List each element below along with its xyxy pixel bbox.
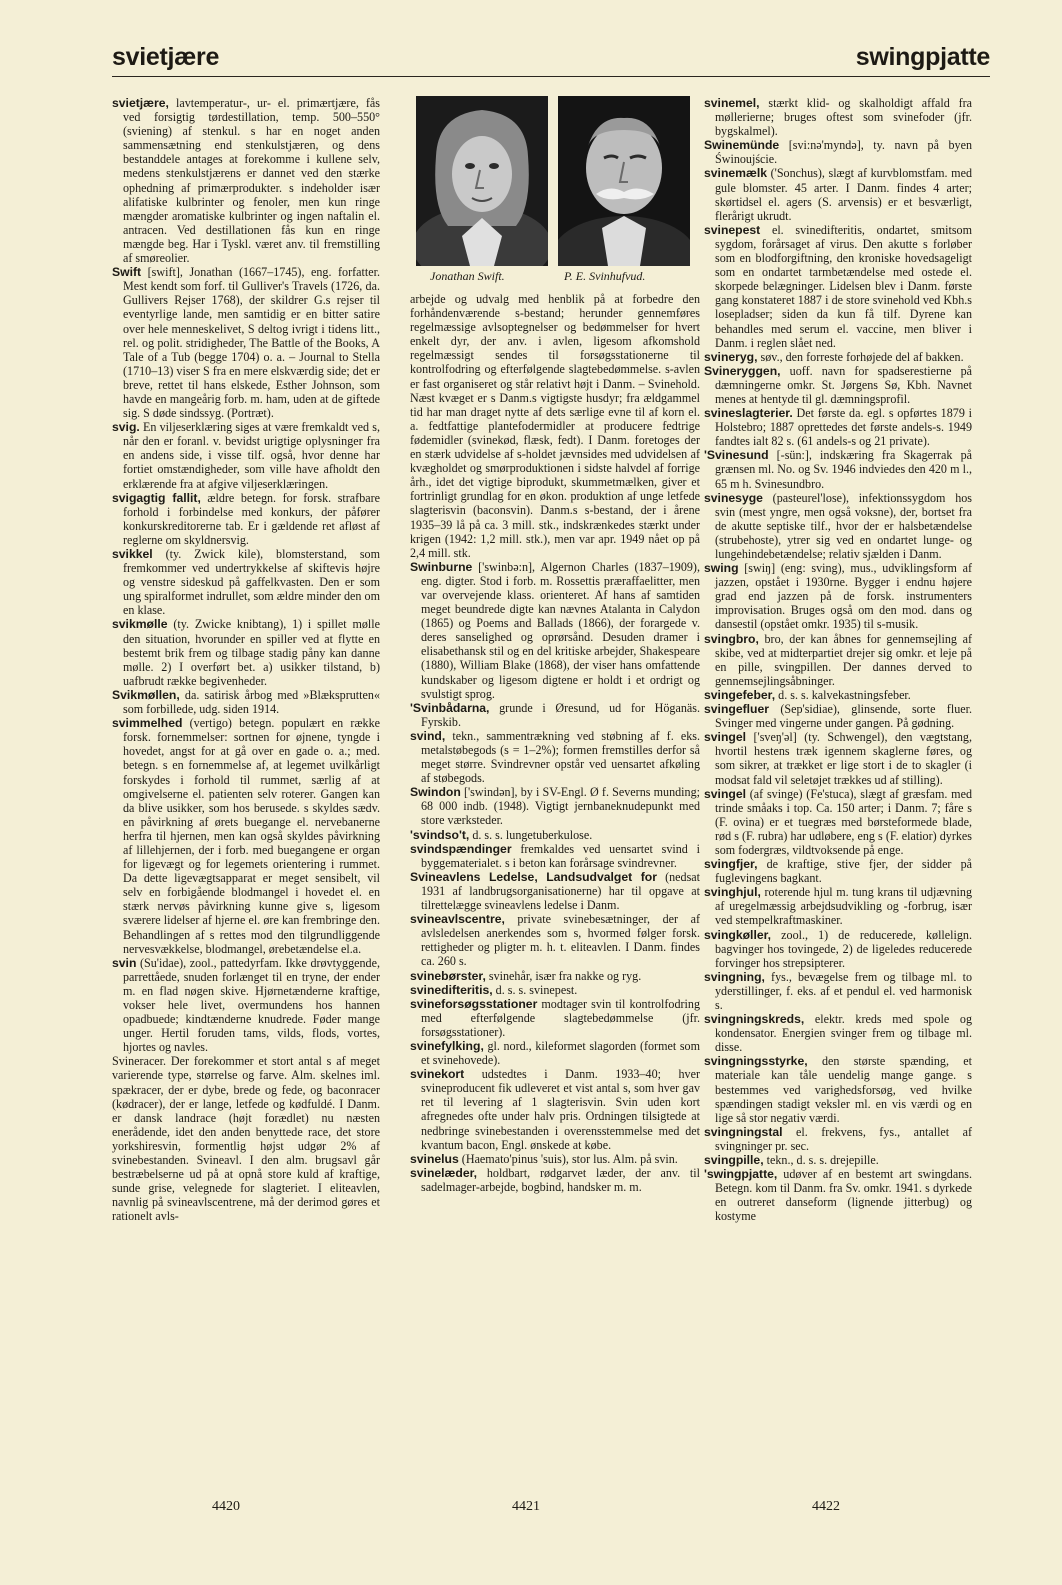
- entry-text: uoff. navn for spadserestierne på dæmningerne omkr. St. Jørgens Sø, Kbh. Navnet menes at hentyde til gl. dæmningsprofil.: [715, 363, 972, 406]
- entry-headword: svietjære,: [112, 96, 169, 110]
- entry-headword: svingkøller,: [704, 927, 772, 942]
- entry-headword: Swinemünde: [704, 138, 780, 153]
- entry-headword: svingpille,: [704, 1153, 764, 1168]
- column-middle-text: [410, 292, 700, 1194]
- dictionary-entry: [112, 420, 380, 490]
- dictionary-entry: [704, 688, 972, 702]
- dictionary-entry: [704, 1125, 972, 1153]
- entry-headword: svineforsøgsstationer: [410, 996, 538, 1011]
- entry-headword: svingningsstyrke,: [704, 1054, 808, 1069]
- entry-text: den største spænding, et materiale kan tåle uendelig mange gange. s bestemmes ved varighedsforsøg, ved hvilke spændingen stadigt veksler ml. en vis værdi og en lige så stor negativ værdi.: [715, 1054, 972, 1125]
- dictionary-entry: [704, 928, 972, 970]
- entry-text: modtager svin til kontrolfodring med efterfølgende slagtebedømmelse (jfr. forsøgsstationer).: [421, 996, 700, 1039]
- entry-text: de kraftige, stive fjer, der sidder på fuglevingens bagkant.: [715, 857, 972, 886]
- entry-headword: Svikmøllen,: [112, 687, 180, 702]
- entry-text: stærkt klid- og skalholdigt affald fra møllerierne; bruges oftest som svinefoder (jfr. bygskalmel).: [715, 96, 972, 139]
- dictionary-entry: [410, 912, 700, 968]
- entry-headword: svinebørster,: [410, 968, 486, 983]
- entry-headword: 'Svinbådarna,: [410, 700, 490, 715]
- entry-text: En viljeserklæring siges at være fremkaldt ved s, når den er foranl. v. bevidst urigtige oplysninger fra en andens side, i visse tilf. også, hvor denne har fortiet omstændigheder, som ville have afholdt den erklærende fra at afgive viljeserklæringen.: [123, 420, 380, 491]
- entry-headword: svinemælk: [704, 166, 768, 181]
- header-guide-word-right: swingpjatte: [855, 43, 990, 71]
- entry-text: (Sep'sidiae), glinsende, sorte fluer. Svinger med vingerne under gangen. På gødning.: [715, 702, 972, 731]
- entry-text: udstedtes i Danm. 1933–40; hver svineproducent fik udleveret et vist antal s, som hver gav ret til levering af 1 slagterisvin. Svin uden kort afregnedes ofte under halv pris. Ordningen tilsigtede at nedbringe svinebestanden i overensstemmelse med det kvantum bacon, Engl. ønskede at købe.: [421, 1067, 700, 1152]
- dictionary-entry: [704, 364, 972, 406]
- entry-text: bro, der kan åbnes for gennemsejling af skibe, ved at midterpartiet drejer sig omkr. et leje på en pille, svingpillen. Der dannes derved to gennemsejlingsåbninger.: [715, 631, 972, 688]
- entry-text: el. frekvens, fys., antallet af svingninger pr. sec.: [715, 1124, 972, 1153]
- entry-headword: svinemel,: [704, 96, 760, 110]
- dictionary-entry: [704, 885, 972, 927]
- dictionary-entry: [704, 787, 972, 857]
- entry-headword: svingningskreds,: [704, 1012, 805, 1027]
- entry-headword: svikkel: [112, 547, 153, 561]
- dictionary-entry: [410, 292, 700, 560]
- entry-text: søv., den forreste forhøjede del af bakken.: [757, 349, 964, 364]
- entry-headword: svikmølle: [112, 617, 168, 632]
- dictionary-entry: [704, 730, 972, 786]
- header-guide-word-left: svietjære: [112, 43, 220, 71]
- entry-headword: svingningstal: [704, 1124, 783, 1139]
- entry-text: [swift], Jonathan (1667–1745), eng. forfatter. Mest kendt som forf. til Gulliver's Travels (1726, da. Gullivers Rejser 1768), der skildrer G.s rejser til eventyrlige lande, men samtidig er en bitter satire over hele menneskelivet, S deltog ivrigt i tidens litt., rel. og polit. stridigheder, The Battle of the Books, A Tale of a Tub (begge 1704) o. a. – Journal to Stella (1710–13) viser S fra en mere elskværdig side; det er breve, rettet til hans elskede, Esther Johnson, som havde en mangeårig forb. m. ham, uden at de giftede sig. S døde sindssyg. (Portræt).: [123, 265, 380, 421]
- entry-text: Svineracer. Der forekommer et stort antal s af meget varierende type, størrelse og farve. Alm. skelnes iml. spækracer, der er dybe, brede og fede, og baconracer (kødracer), der er lange, letfede og kødfuldé. I Danm. er dansk landrace (højt forædlet) nu næsten enerådende, idet den anden benyttede race, det store yorkshiresvin, formentlig højst udgør 2% af svinebestanden. Svineavl. I den alm. brugsavl går bestræbelserne ud på at opnå store kuld af kraftige, sunde grise, velegnede for slagteriet. I eliteavlen, navnlig på svineavlscentrene, må der derimod gøres et rationelt avls-: [112, 1054, 380, 1224]
- dictionary-entry: [704, 561, 972, 631]
- dictionary-entry: [410, 969, 700, 983]
- dictionary-entry: [704, 857, 972, 885]
- entry-text: el. svinedifteritis, ondartet, smitsom sygdom, forårsaget af virus. Den akutte s forløber som en blodforgiftning, den kroniske hovedsageligt som en ondartet tarmbetændelse med ostede el. skorpede belægninger. Lidelsen blev i Danm. første gang konstateret 1887 i de store svinehold ved Kbh.s losepladser; siden da kun få tilf. Dyrene kan behandles med serum el. vaccine, men bliver i Danm. i reglen slået ned.: [715, 222, 972, 350]
- dictionary-entry: [704, 702, 972, 730]
- dictionary-entry: [704, 970, 972, 1012]
- dictionary-entry: [410, 870, 700, 912]
- entry-text: zool., 1) de reducerede, køllelign. bagvinger hos tovingede, 2) de ligeledes reducerede forvinger hos strepsipterer.: [715, 927, 972, 970]
- dictionary-entry: [704, 350, 972, 364]
- dictionary-entry: [704, 406, 972, 448]
- entry-text: (ty. Zwicke knibtang), 1) i spillet mølle den situation, hvorunder en spiller ved at flytte en bestemt brik frem og tilbage stadig påny kan danne mølle. 2) I overført bet. a) usikker tilstand, b) uafbrudt række begivenheder.: [123, 617, 380, 688]
- entry-text: svinehår, især fra nakke og ryg.: [485, 968, 642, 983]
- entry-text: private svinebesætninger, der af avlsledelsen anerkendes som s, hvormed følger forsk. rettigheder og pligter m. h. t. eliteavlen. I Danm. findes ca. 260 s.: [421, 912, 700, 969]
- dictionary-entry: [704, 223, 972, 350]
- dictionary-entry: [410, 560, 700, 701]
- entry-text: d. s. s. lungetuberkulose.: [469, 827, 593, 842]
- dictionary-entry: [112, 491, 380, 547]
- page-header: [112, 38, 990, 77]
- entry-headword: 'Svinesund: [704, 448, 769, 463]
- entry-text: arbejde og udvalg med henblik på at forbedre den forhåndenværende s-bestand; herunder gennemføres regelmæssige avlsoptegnelser og bedømmelser for hvert enkelt dyr, der anv. i avlen, ligesom afkomshold regelmæssigt sendes til forsøgsstationerne til kontrolfodring og efterfølgende slagtebedømmelse. s-avlen er fast organiseret og står relativt højt i Danm. – Svinehold. Næst kvæget er s Danm.s vigtigste husdyr; fra ældgammel tid har man draget nytte af dets særlige evne til af korn el. a. fedtfattige plantefodermidler at producere fedtrige fødemidler (svinekød, flæsk, fedt). I Danm. foretoges der en stærk udvidelse af s-holdet jævnsides med udvidelsen af kvægholdet og smørproduktionen i sidste halvdel af forrige årh., idet det vigtige biprodukt, skummetmælken, giver et fortrinligt grundlag for en økon. produktion af unge letfede slagterisvin (baconsvin). Danm.s s-bestand, der i årene 1935–39 lå på ca. 3 mill. stk., indskrænkedes stærkt under krigen (1942: 1,2 mill. stk.), men var apr. 1949 nået op på 2,4 mill. stk.: [410, 292, 700, 560]
- entry-text: tekn., d. s. s. drejepille.: [763, 1153, 879, 1168]
- portrait-swift-image: [416, 96, 548, 266]
- entry-headword: Svineavlens Ledelse, Landsudvalget for: [410, 869, 657, 884]
- entry-headword: svinepest: [704, 222, 761, 237]
- entry-headword: svinelæder,: [410, 1165, 478, 1180]
- column-left: [112, 96, 380, 1224]
- dictionary-entry: [410, 983, 700, 997]
- portrait-svinhufvud-image: [558, 96, 690, 266]
- page-number-right: 4422: [812, 1499, 840, 1514]
- entry-headword: svingbro,: [704, 631, 759, 646]
- page-number-left: 4420: [212, 1499, 240, 1514]
- entry-headword: svigagtig fallit,: [112, 490, 201, 505]
- entry-text: fys., bevægelse frem og tilbage ml. to yderstillinger, f. eks. af et pendul el. ved harmonisk s.: [715, 969, 972, 1012]
- entry-text: ['swindən], by i SV-Engl. Ø f. Severns munding; 68 000 indb. (1948). Vigtigt jernbaneknudepunkt med store værksteder.: [421, 785, 700, 828]
- entry-text: (af svinge) (Fe'stuca), slægt af græsfam. med trinde småaks i top. Ca. 150 arter; i Danm. 7; fåre s (F. ovina) er et tuegræs med børsteformede blade, rød s (F. rubra) har udløbere, eng s (F. elatior) dyrkes som fodergræs, vildtvoksende på enge.: [715, 786, 972, 857]
- entry-headword: 'svindso't,: [410, 827, 470, 842]
- entry-headword: svinghjul,: [704, 885, 761, 900]
- entry-text: gl. nord., kileformet slagorden (formet som et svinehovede).: [421, 1038, 700, 1068]
- entry-headword: Swift: [112, 265, 142, 280]
- entry-text: ældre betegn. for forsk. strafbare forhold i forbindelse med konkurs, der påfører konkurskreditorerne tab. Er i gældende ret afløst af reglerne om skyldnersvig.: [123, 490, 381, 547]
- entry-text: ('Sonchus), slægt af kurvblomstfam. med gule blomster. 45 arter. I Danm. findes 4 arter; skørtidsel el. agers (S. arvensis) er et besværligt, flerårigt ukrudt.: [715, 166, 972, 223]
- dictionary-entry: [704, 1153, 972, 1167]
- entry-headword: svindspændinger: [410, 841, 512, 856]
- entry-headword: svingfjer,: [704, 857, 758, 872]
- entry-headword: 'swingpjatte,: [704, 1167, 778, 1182]
- dictionary-entry: [704, 1054, 972, 1124]
- dictionary-entry: [704, 1167, 972, 1223]
- dictionary-entry: [112, 96, 380, 265]
- entry-headword: svingel: [704, 730, 746, 745]
- entry-headword: svingefeber,: [704, 687, 776, 702]
- entry-text: d. s. s. svinepest.: [492, 982, 578, 997]
- dictionary-entry: [704, 96, 972, 138]
- dictionary-entry: [704, 448, 972, 490]
- dictionary-entry: [112, 688, 380, 716]
- entry-text: [swiŋ] (eng: sving), mus., udviklingsform af jazzen, opstået i 1930rne. Bygger i endnu højere grad end jazzen på de forsk. instrumenters improvisation. Bruges også om den mod. dans og dansestil (opstået omkr. 1935) til s-musik.: [715, 561, 972, 632]
- entry-text: tekn., sammentrækning ved støbning af f. eks. metalstøbegods (s = 1–2%); formen fremstilles derfor så meget større. Svindrevner opstår ved uensartet afkøling af støbegods.: [421, 728, 700, 786]
- entry-text: ['sveŋ'əl] (ty. Schwengel), den vægtstang, hvortil hestens træk igennem skaglerne føres, og som sikrer, at trækket er lige stort i de to skagler (i modsat fald vil seletøjet trækkes ud af stilling).: [715, 730, 972, 787]
- dictionary-entry: [112, 716, 380, 956]
- entry-headword: Swindon: [410, 785, 461, 800]
- entry-headword: svingefluer: [704, 702, 770, 717]
- dictionary-entry: [112, 956, 380, 1055]
- entry-text: udøver af en bestemt art swingdans. Betegn. kom til Danm. fra Sv. omkr. 1941. s dyrkede en outreret danseform (lignende jitterbug) og kostyme: [715, 1167, 972, 1224]
- entry-headword: svig.: [112, 420, 140, 435]
- entry-text: elektr. kreds med spole og kondensator. Energien svinger frem og tilbage ml. disse.: [715, 1012, 972, 1055]
- entry-headword: svineryg,: [704, 349, 758, 364]
- column-middle: [410, 96, 701, 1194]
- dictionary-entry: [704, 138, 972, 166]
- portrait-strip: [410, 96, 700, 288]
- entry-text: da. satirisk årbog med »Blæksprutten« som forbillede, udg. siden 1914.: [123, 687, 380, 717]
- dictionary-entry: [704, 166, 972, 222]
- dictionary-entry: [410, 729, 700, 785]
- entry-text: (pasteurel'lose), infektionssygdom hos svin (mest yngre, men også voksne), der, bortset fra de akutte septiske tilf., hvor der er halsbetændelse (strubehoste), ytrer sig ved en ondartet lunge- og lungehindebetændelse; relativ sjælden i Danm.: [715, 490, 972, 561]
- dictionary-entry: [410, 785, 700, 827]
- column-right: [704, 96, 972, 1224]
- entry-headword: svin: [112, 955, 137, 970]
- dictionary-entry: [704, 1012, 972, 1054]
- entry-headword: svinedifteritis,: [410, 982, 493, 997]
- dictionary-entry: [410, 1067, 700, 1152]
- entry-headword: svineavlscentre,: [410, 912, 505, 927]
- portrait-svinhufvud: [558, 96, 690, 266]
- dictionary-entry: [410, 1039, 700, 1067]
- caption-swift: Jonathan Swift.: [430, 269, 505, 283]
- entry-headword: svinelus: [410, 1151, 459, 1166]
- entry-headword: swing: [704, 561, 739, 576]
- entry-headword: svind,: [410, 728, 446, 743]
- entry-headword: svinefylking,: [410, 1038, 484, 1053]
- caption-svinhufvud: P. E. Svinhufvud.: [564, 269, 646, 283]
- dictionary-entry: [410, 1166, 700, 1194]
- dictionary-entry: [704, 632, 972, 688]
- dictionary-entry: [112, 547, 380, 617]
- entry-text: grunde i Øresund, ud for Höganäs. Fyrskib.: [421, 700, 700, 729]
- entry-text: ['swinbə:n], Algernon Charles (1837–1909), eng. digter. Stod i forb. m. Rossettis præraffaelitter, men var overvejende klass. orienteret. Af hans af samtiden meget beundrede digte kan nævnes Atalanta in Calydon (1865) og Poems and Ballads (1866), der forargede v. deres sanselighed og oprørsånd. Desuden dramer i elisabethansk stil og en del kritiske arbejder, Shakespeare (1880), William Blake (1868), der viser hans omfattende kundskaber og ligesom digtene er holdt i et ordrigt og svulstigt sprog.: [421, 559, 700, 701]
- entry-headword: svinekort: [410, 1067, 465, 1082]
- entry-text: [svi:nə'myndə], ty. navn på byen Świnoujście.: [715, 138, 972, 167]
- dictionary-entry: [410, 842, 700, 870]
- entry-headword: svingel: [704, 786, 746, 801]
- dictionary-entry: [112, 617, 380, 687]
- dictionary-entry: [704, 491, 972, 561]
- entry-text: [-sün:], indskæring fra Skagerrak på grænsen ml. No. og Sv. 1946 indviedes den 420 m l., 65 m h. Svinesundbro.: [715, 448, 972, 491]
- entry-text: d. s. s. kalvekastningsfeber.: [775, 687, 911, 702]
- portrait-jonathan-swift: [416, 96, 548, 266]
- dictionary-entry: [410, 1152, 700, 1166]
- entry-headword: svimmelhed: [112, 716, 183, 731]
- entry-text: (Haemato'pinus 'suis), stor lus. Alm. på svin.: [458, 1151, 678, 1166]
- entry-text: fremkaldes ved uensartet svind i byggematerialet. s i beton kan forårsage svindrevner.: [421, 841, 700, 870]
- page-number-middle: 4421: [512, 1499, 540, 1514]
- entry-text: lavtemperatur-, ur- el. primærtjære, fås ved forsigtig tørdestillation, temp. 500–550° (sviening) af stenkul. s har en noget anden sammensætning end stenkulstjæren, og dens bestanddele antages at forekomme i kullene selv, medens stenkulstjærens er dannet ved den stærke ophedning af primærprodukter. s indeholder især alifatiske kulbrinter og fenoler, men kun ringe mængder aromatiske kulbrinter og ingen naftalin el. antracen. Ved destillationen fås kun en ringe mængde beg. Har i Tyskl. været anv. til fremstilling af smøreolier.: [123, 96, 380, 266]
- entry-headword: Svineryggen,: [704, 363, 781, 378]
- entry-headword: svingning,: [704, 969, 765, 984]
- dictionary-entry: [112, 1054, 380, 1223]
- entry-headword: svinesyge: [704, 490, 763, 505]
- entry-text: Det første da. egl. s opførtes 1879 i Holstebro; 1887 oprettedes det første andels-s. 1949 fandtes ialt 82 s. (61 andels-s og 21 private).: [715, 406, 972, 449]
- entry-text: roterende hjul m. tung krans til udjævning af uregelmæssig arbejdsudvikling og -forbrug, især ved stempelkraftmaskiner.: [715, 885, 972, 928]
- entry-text: (vertigo) betegn. populært en række forsk. fornemmelser: sortnen for øjnene, tyngde i hovedet, angst for at gå over en gade o. a.; med. betegn. s en fornemmelse af, at legemet uvilkårligt forskydes i forhold til rummet, særlig af at omgivelserne el. patienten selv roterer. Gangen kan da blive usikker, som hos berusede. s skyldes sædv. en påvirkning af ørets buegange el. nervebanerne herfra til hjernen, men kan også skyldes påvirkning af lillehjernen, der i forb. med buegangene er organ for ligevægt og for legemets orientering i rummet. Da dette ligevægtsapparat er meget sensibelt, vil selv en forbigående blodmangel i hovedet el. en stærk nervøs påvirkning kunne give s, ligesom sværere lidelser af hjerne el. øre kan frembringe den. Behandlingen af s rettes mod den tilgrundliggende nervesvækkelse, blodmangel, ørebetændelse el.a.: [123, 716, 380, 956]
- entry-text: (Su'idae), zool., pattedyrfam. Ikke drøvtyggende, parrettåede, snuden forlænget til en tryne, der ender m. en flad nøgen skive. Hjørnetænderne kraftige, vokser hele livet, overmundens hos hannen opadbuede; kindtænderne knudrede. Føder mange unger. Hertil foruden tams, vilds, flods, vortes, hjortes og navles.: [123, 955, 380, 1055]
- entry-headword: svineslagterier.: [704, 406, 793, 421]
- dictionary-entry: [410, 997, 700, 1039]
- dictionary-entry: [410, 828, 700, 842]
- entry-text: (ty. Zwick kile), blomsterstand, som fremkommer ved undertrykkelse af skiftevis højre og venstre sideskud på gaffelkvasten. Den er som ung spiralformet indrullet, som ældre minder den om en klase.: [123, 547, 380, 618]
- entry-headword: Swinburne: [410, 559, 473, 574]
- dictionary-entry: [410, 701, 700, 729]
- dictionary-entry: [112, 265, 380, 420]
- entry-text: holdbart, rødgarvet læder, der anv. til sadelmager-arbejde, bogbind, handsker m. m.: [421, 1165, 700, 1194]
- entry-text: (nedsat 1931 af landbrugsorganisationerne) har til opgave at tilrettelægge svineavlens ledelse i Danm.: [421, 869, 701, 913]
